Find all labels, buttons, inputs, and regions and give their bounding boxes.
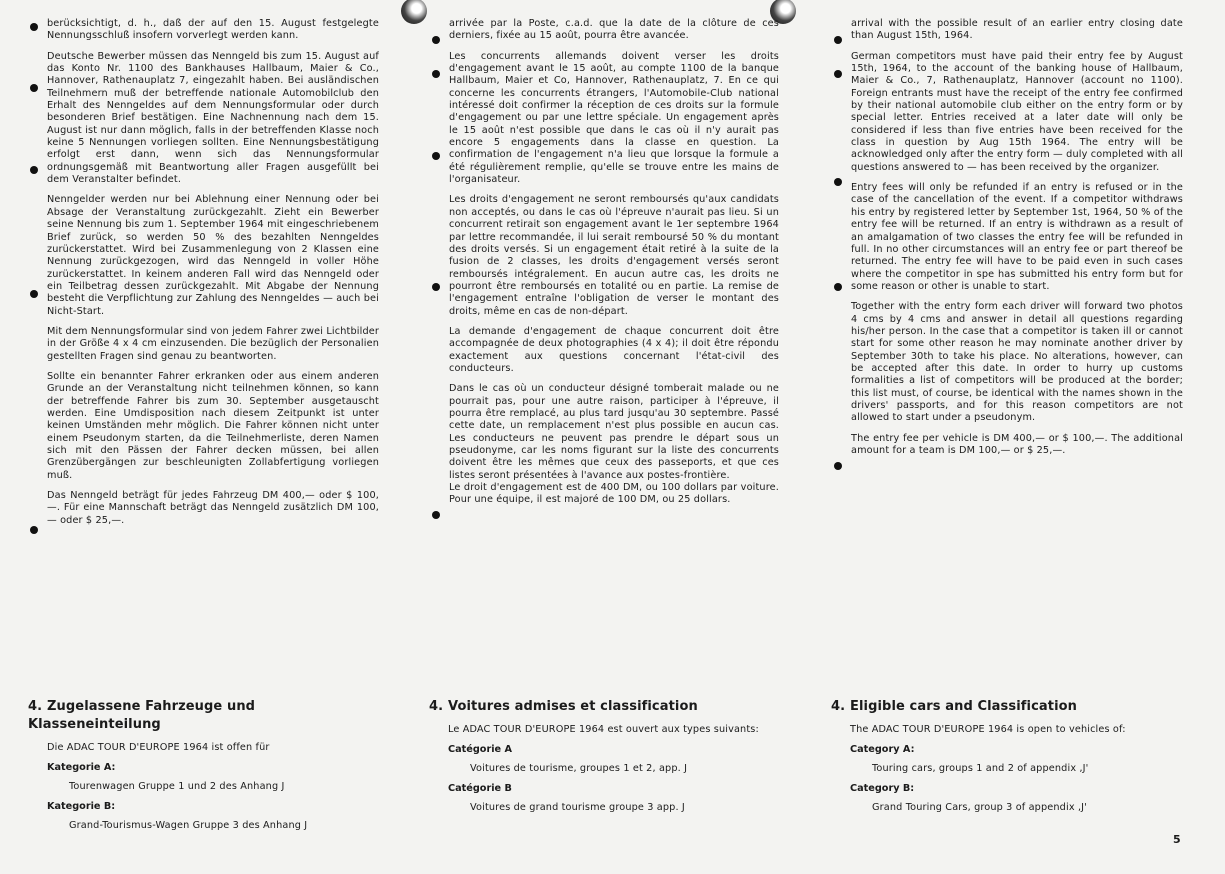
paragraph-fr-3: Les droits d'engagement ne seront remboursés qu'aux candidats non acceptés, ou dans le cas où l'épreuve n'aurait pas lieu. Si un concurrent retirait son engagement avant le 1er septembre 1964 par lettre recommandée, il lui serait remboursé 50 % du montant des droits versés. Si un engagement était retiré à la suite de la fusion de 2 classes, les droits d'engagement versés seront remboursés intégralement. En aucun autre cas, les droits ne pourront être remboursés en totalité ou en partie. La remise de l'engagement entraîne l'obligation de verser le montant des droits, même en cas de non-départ.	[449, 194, 779, 317]
margin-bullet-fr-1	[432, 36, 440, 44]
column-french	[449, 18, 779, 515]
section-heading-fr: Voitures admises et classification	[448, 699, 698, 714]
paragraph-de-3: Nenngelder werden nur bei Ablehnung einer Nennung oder bei Absage der Veranstaltung zurückgezahlt. Zieht ein Bewerber seine Nennung bis zum 1. September 1964 mit eingeschriebenem Brief zurück, so werden 50 % des bezahlten Nenngeldes zurückerstattet. Wird bei Zusammenlegung von 2 Klassen eine Nennung zurückgezogen, wird das Nenngeld in voller Höhe zurückerstattet. In keinem anderen Fall wird das Nenngeld oder ein Teilbetrag dessen zurückgezahlt. Mit Abgabe der Nennung besteht die Verpflichtung zur Zahlung des Nenngeldes — auch bei Nicht-Start.	[47, 194, 379, 317]
paragraph-de-6: Das Nenngeld beträgt für jedes Fahrzeug DM 400,— oder $ 100,—. Für eine Mannschaft beträgt das Nenngeld zusätzlich DM 100,— oder $ 25,—.	[47, 490, 379, 526]
category-a-text-fr: Voitures de tourisme, groupes 1 et 2, app. J	[470, 762, 688, 774]
section-intro-de: Die ADAC TOUR D'EUROPE 1964 ist offen für	[47, 742, 270, 753]
category-b-label-en: Category B:	[850, 783, 915, 795]
paragraph-en-2: German competitors must have paid their entry fee by August 15th, 1964, to the account of the banking house of Hallbaum, Maier & Co., 7, Rathenauplatz, Hannover (account no 1100). Foreign entrants must have the receipt of the entry fee confirmed by their national automobile club either on the entry form or by special letter. Entries received at a later date will only be considered if less than five entries have been received for the class in question by Aug 15th 1964. The entry will be acknowledged only after the entry form — duly completed with all questions answered to — has been received by the organizer.	[851, 50, 1183, 173]
category-b-label-fr: Catégorie B	[448, 783, 512, 795]
margin-bullet-fr-3	[432, 152, 440, 160]
page-number: 5	[1173, 833, 1181, 846]
category-a-label-de: Kategorie A:	[47, 762, 116, 774]
section-4-french	[429, 698, 789, 822]
section-title-fr	[429, 698, 789, 716]
category-b-label-de: Kategorie B:	[47, 801, 116, 813]
section-title-de	[28, 698, 388, 734]
category-b-text-de: Grand-Tourismus-Wagen Gruppe 3 des Anhang J	[69, 819, 308, 831]
column-german	[47, 18, 379, 535]
section-heading-en: Eligible cars and Classification	[850, 699, 1078, 714]
margin-bullet-en-5	[834, 462, 842, 470]
paragraph-en-1: arrival with the possible result of an earlier entry closing date than August 15th, 1964.	[851, 18, 1183, 42]
section-4-english	[831, 698, 1191, 822]
paragraph-en-5: The entry fee per vehicle is DM 400,— or $ 100,—. The additional amount for a team is DM 100,— or $ 25,—.	[851, 432, 1183, 456]
paragraph-fr-2: Les concurrents allemands doivent verser les droits d'engagement avant le 15 août, au compte 1100 de la banque Hallbaum, Maier et Co, Hannover, Rathenauplatz, 7. En ce qui concerne les concurrents étrangers, l'Automobile-Club national intéressé doit confirmer la réception de ces droits sur la formule d'engagement ou par une lettre spéciale. Un engagement après le 15 août n'est possible que dans le cas où il n'y aurait pas encore 5 engagements dans la classe en question. La confirmation de l'engagement n'a lieu que lorsque la formule a été régulièrement remplie, qu'elle se trouve entre les mains de l'organisateur.	[449, 50, 779, 186]
paragraph-fr-4: La demande d'engagement de chaque concurrent doit être accompagnée de deux photographies (4 x 4); il doit être répondu exactement aux questions concernant l'état-civil des conducteurs.	[449, 325, 779, 374]
section-title-en	[831, 698, 1191, 716]
margin-bullet-de-5	[30, 526, 38, 534]
section-intro-en: The ADAC TOUR D'EUROPE 1964 is open to vehicles of:	[850, 724, 1126, 735]
margin-bullet-fr-4	[432, 283, 440, 291]
section-heading-de: Zugelassene Fahrzeuge und Klasseneinteilung	[28, 699, 256, 732]
paragraph-en-4: Together with the entry form each driver will forward two photos 4 cms by 4 cms and answer in detail all questions regarding his/her person. In the case that a competitor is taken ill or cannot start for some other reason he may nominate another driver by September 30th to take his place. No alterations, however, can be accepted after this date. In order to hurry up customs formalities a list of competitors will be produced at the border; this list must, of course, be identical with the names shown in the drivers' passports, and for this reason competitors are not allowed to start under a pseudonym.	[851, 301, 1183, 424]
paragraph-de-4: Mit dem Nennungsformular sind von jedem Fahrer zwei Lichtbilder in der Größe 4 x 4 cm einzusenden. Die bezüglich der Personalien gestellten Fragen sind genau zu beantworten.	[47, 325, 379, 362]
paragraph-de-2: Deutsche Bewerber müssen das Nenngeld bis zum 15. August auf das Konto Nr. 1100 des Bankhauses Hallbaum, Maier & Co., Hannover, Rathenauplatz 7, eingezahlt haben. Bei ausländischen Teilnehmern muß der betreffende nationale Automobilclub den Erhalt des Nenngeldes auf dem Nennungsformular oder durch besonderen Brief bestätigen. Eine Nachnennung nach dem 15. August ist nur dann möglich, falls in der betreffenden Klasse noch keine 5 Nennungen vorliegen sollten. Eine Nennungsbestätigung erfolgt erst dann, wenn sich das Nennungsformular ordnungsgemäß mit Beantwortung aller Fragen ausgefüllt bei dem Veranstalter befindet.	[47, 50, 379, 186]
category-a-label-en: Category A:	[850, 744, 915, 756]
category-a-text-de: Tourenwagen Gruppe 1 und 2 des Anhang J	[69, 780, 285, 792]
margin-bullet-de-4	[30, 290, 38, 298]
margin-bullet-en-2	[834, 70, 842, 78]
margin-bullet-en-1	[834, 36, 842, 44]
margin-bullet-fr-5	[432, 511, 440, 519]
paragraph-en-3: Entry fees will only be refunded if an entry is refused or in the case of the cancellation of the event. If a competitor withdraws his entry by registered letter by September 1st, 1964, 50 % of the entry fee will be returned. If an entry is withdrawn as a result of an amalgamation of two classes the entry fee will be refunded in full. In no other circumstances will an entry fee or part thereof be returned. The entry fee will have to be paid even in such cases where the competitor in spe has submitted his entry form but for some reason or other is unable to start.	[851, 182, 1183, 292]
paragraph-fr-5: Dans le cas où un conducteur désigné tomberait malade ou ne pourrait pas, pour une autre raison, participer à l'épreuve, il pourra être remplacé, au plus tard jusqu'au 30 septembre. Passé cette date, un remplacement n'est plus possible en aucun cas. Les conducteurs ne peuvent pas prendre le départ sous un pseudonyme, car les noms figurant sur la liste des concurrents doivent être les mêmes que ceux des passeports, et que ces listes seront présentées à l'avance aux postes-frontière. Le droit d'engagement est de 400 DM, ou 100 dollars par voiture. Pour une équipe, il est majoré de 100 DM, ou 25 dollars.	[449, 383, 779, 506]
margin-bullet-fr-2	[432, 70, 440, 78]
column-english	[851, 18, 1183, 465]
category-b-text-en: Grand Touring Cars, group 3 of appendix ‚J'	[872, 801, 1087, 813]
paragraph-fr-1: arrivée par la Poste, c.a.d. que la date de la clôture de ces derniers, fixée au 15 août, pourra être avancée.	[449, 18, 779, 42]
margin-bullet-en-4	[834, 283, 842, 291]
category-a-text-en: Touring cars, groups 1 and 2 of appendix ‚J'	[872, 762, 1089, 774]
margin-bullet-de-1	[30, 23, 38, 31]
section-number-en: 4.	[831, 699, 846, 714]
section-number-fr: 4.	[429, 699, 444, 714]
section-intro-fr: Le ADAC TOUR D'EUROPE 1964 est ouvert aux types suivants:	[448, 724, 759, 735]
punch-hole-left	[401, 0, 427, 24]
margin-bullet-de-2	[30, 84, 38, 92]
category-b-text-fr: Voitures de grand tourisme groupe 3 app. J	[470, 801, 685, 813]
margin-bullet-en-3	[834, 178, 842, 186]
section-number-de: 4.	[28, 699, 43, 714]
paragraph-de-5: Sollte ein benannter Fahrer erkranken oder aus einem anderen Grunde an der Veranstaltung nicht teilnehmen können, so kann der betreffende Fahrer bis zum 30. September ausgetauscht werden. Eine Umdisposition nach diesem Zeitpunkt ist unter keinen Umständen mehr möglich. Die Fahrer können nicht unter einem Pseudonym starten, da die Teilnehmerliste, deren Namen sich mit den Pässen der Fahrer decken müssen, bei allen Grenzübergängen zur beschleunigten Zollabfertigung vorliegen muß.	[47, 370, 379, 481]
paragraph-de-1: berücksichtigt, d. h., daß der auf den 15. August festgelegte Nennungsschluß insofern vorverlegt werden kann.	[47, 18, 379, 42]
section-4-german	[28, 698, 388, 840]
margin-bullet-de-3	[30, 166, 38, 174]
category-a-label-fr: Catégorie A	[448, 744, 512, 756]
